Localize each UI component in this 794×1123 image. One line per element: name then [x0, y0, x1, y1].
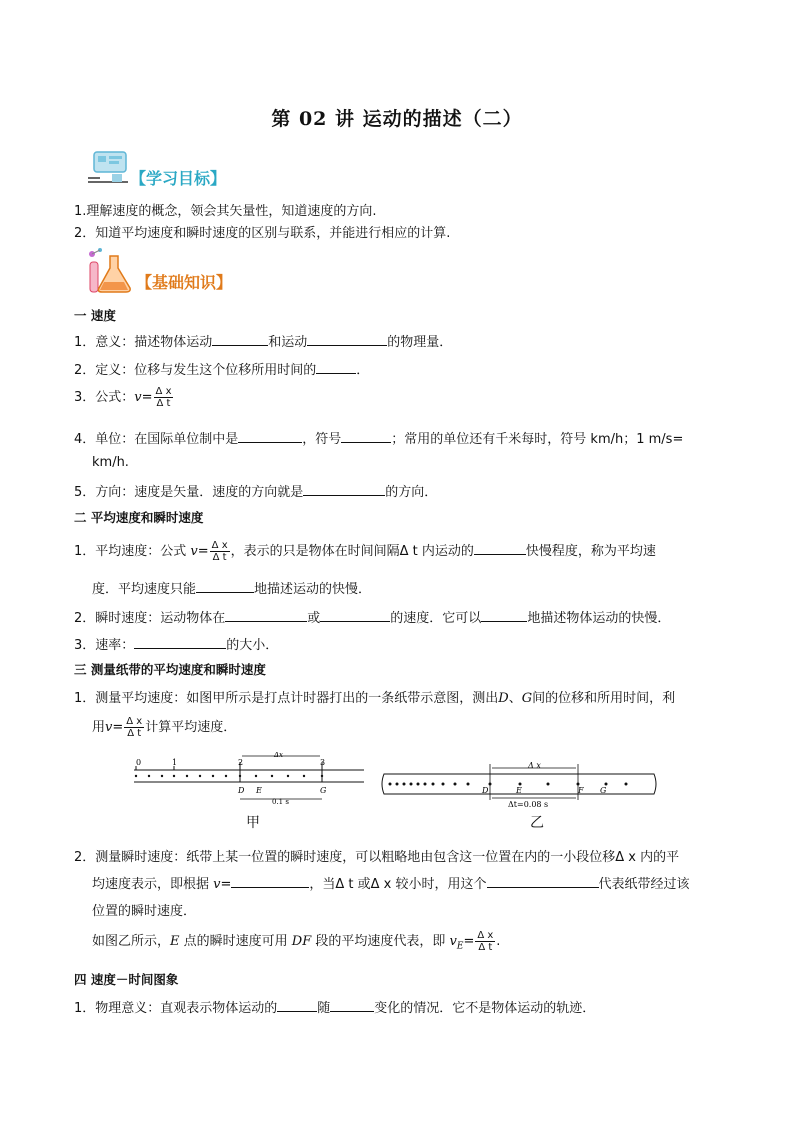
svg-text:0.1 s: 0.1 s: [272, 798, 289, 806]
s2-line-2: 2．瞬时速度：运动物体在 或 的速度．它可以 地描述物体运动的快慢．: [74, 611, 671, 626]
goal-item-1: 1.理解速度的概念，领会其矢量性，知道速度的方向.: [74, 204, 377, 219]
s2-line-1b: 度．平均速度只能 地描述运动的快慢．: [92, 582, 372, 597]
goals-header: 【学习目标】: [130, 169, 227, 188]
s1-line-3: 3．公式：v= $\frac{\text{Δ x}}{\text{Δ t}}$: [74, 386, 172, 409]
svg-text:E: E: [256, 786, 262, 795]
s1-line-4: 4．单位：在国际单位制中是 ，符号 ；常用的单位还有千米每时，符号 km/h；1 m/s=: [74, 432, 684, 447]
s3-line-2: 2．测量瞬时速度：纸带上某一位置的瞬时速度，可以粗略地由包含这一位置在内的一小段位移Δ x 内的平: [74, 850, 680, 865]
svg-text:1: 1: [172, 758, 178, 767]
svg-text:E: E: [516, 786, 522, 795]
section-1-title: 一 速度: [74, 308, 116, 323]
figure-left-label: 甲: [246, 815, 260, 831]
svg-text:Δt=0.08 s: Δt=0.08 s: [508, 800, 549, 809]
svg-text:D: D: [482, 786, 489, 795]
s4-line-1: 1．物理意义：直观表示物体运动的 随 变化的情况．它不是物体运动的轨迹．: [74, 1001, 596, 1016]
section-2-title: 二 平均速度和瞬时速度: [74, 510, 204, 525]
svg-text:Δx: Δx: [274, 752, 284, 759]
flask-icon: [84, 248, 140, 296]
section-4-title: 四 速度－时间图象: [74, 972, 179, 987]
s3-line-1b: 用v= $\frac{\text{Δ x}}{\text{Δ t}}$ 计算平均速度．: [92, 716, 237, 739]
svg-text:D: D: [238, 786, 245, 795]
svg-text:F: F: [578, 786, 584, 795]
basics-header: 【基础知识】: [136, 273, 233, 292]
section-3-title: 三 测量纸带的平均速度和瞬时速度: [74, 662, 266, 677]
s3-line-2b: 均速度表示，即根据 v= ，当Δ t 或Δ x 较小时，用这个 代表纸带经过该: [92, 877, 690, 892]
s3-line-3: 如图乙所示，E 点的瞬时速度可用 DF 段的平均速度代表，即 $v_E=$ $\frac{\text{Δ x}}{\text{Δ t}}$ .: [92, 930, 501, 953]
figure-right-label: 乙: [530, 815, 544, 831]
s1-line-5: 5．方向：速度是矢量．速度的方向就是 的方向．: [74, 485, 438, 500]
goal-item-2: 2．知道平均速度和瞬时速度的区别与联系，并能进行相应的计算.: [74, 226, 451, 241]
svg-text:Δ x: Δ x: [528, 761, 541, 770]
s2-line-1: 1．平均速度：公式 v= $\frac{\text{Δ x}}{\text{Δ t}}$ ，表示的只是物体在时间间隔Δ t 内运动的 快慢程度，称为平均速: [74, 540, 656, 563]
s2-line-3: 3．速率： 的大小．: [74, 638, 279, 653]
s1-line-2: 2．定义：位移与发生这个位移所用时间的 ．: [74, 363, 370, 378]
tape-figure-left: [134, 752, 366, 808]
tape-figure-right: [378, 760, 660, 810]
s1-line-1: 1．意义：描述物体运动 和运动 的物理量．: [74, 335, 453, 350]
svg-text:3: 3: [320, 758, 326, 767]
formula-v-dx-dt: $\frac{\text{Δ x}}{\text{Δ t}}$: [155, 386, 172, 409]
s1-line-4b: km/h.: [92, 455, 129, 470]
page-title: 第 02 讲 运动的描述（二）: [271, 108, 523, 130]
svg-text:G: G: [600, 786, 607, 795]
s3-line-2c: 位置的瞬时速度．: [92, 904, 197, 919]
svg-text:2: 2: [238, 758, 244, 767]
svg-text:G: G: [320, 786, 327, 795]
svg-text:0: 0: [136, 758, 142, 767]
s3-line-1: 1．测量平均速度：如图甲所示是打点计时器打出的一条纸带示意图，测出D、G间的位移和所用时间，利: [74, 691, 676, 706]
